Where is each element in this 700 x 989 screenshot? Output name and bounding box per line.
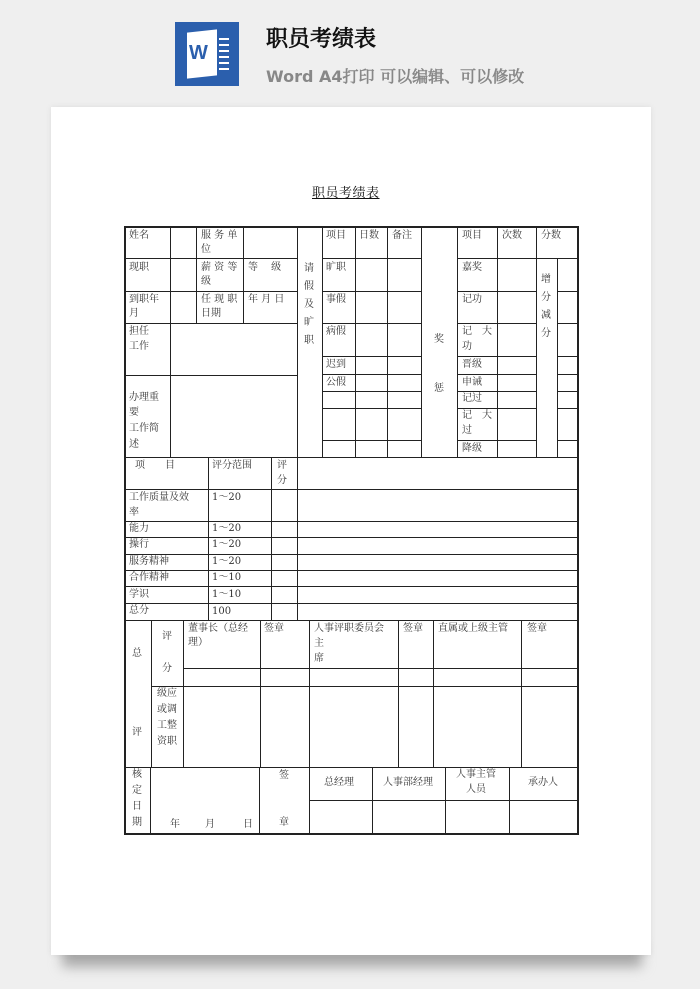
scoring-range-ability: 1～20 (212, 523, 242, 534)
leave-row-sick: 病假 (326, 326, 346, 337)
hr-staff-label-2: 人员 (466, 784, 486, 795)
leave-row-personal: 事假 (326, 294, 346, 305)
approval-year: 年 (170, 819, 180, 830)
approval-month: 月 (205, 819, 215, 830)
scoring-row-teamwork: 合作精神 (129, 572, 169, 583)
grid-line (297, 457, 298, 620)
grid-line (557, 258, 558, 457)
table-border-bottom (124, 833, 579, 835)
scoring-range-teamwork: 1～10 (212, 572, 242, 583)
unit-label: 服 务 单 (201, 230, 238, 241)
reward-row-major-demerit: 记 大 (462, 410, 492, 421)
grid-line (243, 226, 244, 323)
scoring-range-service: 1～20 (212, 556, 242, 567)
grid-line (398, 620, 399, 767)
w-letter-icon: W (189, 42, 208, 64)
reward-row-promotion: 晋级 (462, 359, 482, 370)
approval-date-label: 核定日期 (132, 769, 142, 828)
hr-manager-label: 人事部经理 (383, 777, 433, 788)
unit-label-2: 位 (201, 244, 211, 255)
scoring-col-item: 项 目 (135, 460, 175, 471)
grid-line (124, 375, 297, 376)
review-total-label-2: 评 (132, 727, 142, 738)
grid-line (355, 226, 356, 457)
approval-sign-1: 签 (279, 770, 289, 781)
review-total-label-1: 总 (132, 648, 142, 659)
grid-line (150, 767, 151, 834)
salary-label-2: 级 (201, 276, 211, 287)
word-document-icon (175, 22, 239, 86)
leave-row-late: 迟到 (326, 359, 346, 370)
scoring-col-score-2: 分 (277, 475, 287, 486)
scoring-range-knowledge: 1～10 (212, 589, 242, 600)
text-lines-icon (219, 38, 229, 74)
grid-line (421, 226, 422, 457)
adjust-position-label: 级应或调工整资职 (157, 688, 177, 747)
document-title: 职员考绩表 (312, 186, 380, 201)
grid-line (124, 323, 297, 324)
grid-line (124, 521, 578, 522)
grid-line (259, 767, 260, 834)
grid-line (183, 620, 184, 767)
grid-line (124, 586, 578, 587)
summary-label: 办理重 (129, 392, 159, 403)
grid-line (536, 226, 537, 457)
grid-line (387, 226, 388, 457)
rewards-col-score: 分数 (541, 230, 561, 241)
grid-line (322, 258, 421, 259)
grid-line (557, 323, 578, 324)
leave-col-days: 日数 (359, 230, 379, 241)
review-score-label-2: 分 (162, 663, 172, 674)
join-date-label-2: 月 (129, 308, 139, 319)
table-border-right (577, 226, 579, 835)
name-label: 姓名 (129, 230, 149, 241)
reward-row-reprimand: 申诫 (462, 377, 482, 388)
grid-line (151, 686, 578, 687)
grid-line (124, 258, 297, 259)
duty-label-2: 工作 (129, 341, 149, 352)
join-date-label: 到职年 (129, 294, 159, 305)
grid-line (557, 374, 578, 375)
committee-label-3: 席 (314, 653, 324, 664)
committee-sign-label: 签章 (403, 623, 423, 634)
rewards-col-count: 次数 (502, 230, 522, 241)
leave-row-absent: 旷职 (326, 262, 346, 273)
approval-day: 日 (243, 819, 253, 830)
committee-label-2: 主 (314, 638, 324, 649)
grid-line (433, 620, 434, 767)
scoring-row-conduct: 操行 (129, 539, 149, 550)
header-title: 职员考绩表 (266, 27, 377, 52)
grid-line (196, 226, 197, 323)
grid-line (208, 457, 209, 620)
leave-row-official: 公假 (326, 377, 346, 388)
grid-line (183, 668, 578, 669)
grid-line (271, 457, 272, 620)
summary-label-3: 工作简 (129, 423, 159, 434)
supervisor-sign-label: 签章 (527, 623, 547, 634)
grid-line (124, 554, 578, 555)
grid-line (124, 537, 578, 538)
chairman-label-2: 理） (188, 637, 208, 648)
salary-label: 薪 资 等 (201, 262, 238, 273)
reward-row-major-demerit-2: 过 (462, 425, 472, 436)
leave-section-label: 请假及旷职 (304, 263, 314, 346)
handler-label: 承办人 (528, 777, 558, 788)
current-position-date-label: 任 现 职 (201, 294, 238, 305)
reward-row-merit: 记功 (462, 294, 482, 305)
scoring-row-knowledge: 学识 (129, 589, 149, 600)
grid-line (124, 570, 578, 571)
scoring-row-quality: 工作质量及效 (129, 492, 189, 503)
summary-label-2: 要 (129, 407, 139, 418)
scoring-row-quality-2: 率 (129, 507, 139, 518)
approval-sign-2: 章 (279, 817, 289, 828)
chairman-sign-label: 签章 (264, 623, 284, 634)
scoring-col-score: 评 (277, 460, 287, 471)
scoring-range-conduct: 1～20 (212, 539, 242, 550)
grid-line (309, 620, 310, 767)
grid-line (557, 291, 578, 292)
reward-row-commendation: 嘉奖 (462, 262, 482, 273)
grid-line (309, 800, 578, 801)
committee-label: 人事评职委员会 (314, 623, 384, 634)
scoring-range-quality: 1～20 (212, 492, 242, 503)
leave-col-item: 项目 (326, 230, 346, 241)
grade-label: 等 级 (248, 262, 282, 273)
grid-line (170, 226, 171, 457)
score-add-subtract-label: 增分减分 (541, 274, 551, 339)
rewards-label-2: 惩 (434, 383, 444, 394)
grid-line (124, 457, 578, 458)
date-ymd-label: 年 月 日 (248, 294, 285, 305)
table-border-left (124, 226, 126, 835)
reward-row-demerit: 记过 (462, 393, 482, 404)
leave-col-note: 备注 (392, 230, 412, 241)
general-manager-label: 总经理 (324, 777, 354, 788)
grid-line (124, 489, 578, 490)
grid-line (521, 620, 522, 767)
grid-line (151, 620, 152, 767)
review-score-label-1: 评 (162, 631, 172, 642)
scoring-row-total: 总分 (129, 605, 149, 616)
grid-line (124, 603, 578, 604)
grid-line (557, 408, 578, 409)
header-subtitle: Word A4打印 可以编辑、可以修改 (266, 67, 525, 86)
grid-line (497, 226, 498, 457)
reward-row-major-merit-2: 功 (462, 341, 472, 352)
current-position-date-label-2: 日期 (201, 308, 221, 319)
scoring-range-total: 100 (212, 606, 232, 617)
grid-line (260, 620, 261, 767)
supervisor-label: 直属或上级主管 (438, 623, 508, 634)
scoring-row-service: 服务精神 (129, 556, 169, 567)
summary-label-4: 述 (129, 439, 139, 450)
chairman-label: 董事长（总经 (188, 623, 248, 634)
scoring-row-ability: 能力 (129, 523, 149, 534)
reward-row-demotion: 降级 (462, 443, 482, 454)
grid-line (457, 258, 578, 259)
grid-line (557, 440, 578, 441)
grid-line (297, 226, 298, 457)
grid-line (557, 356, 578, 357)
grid-line (457, 226, 458, 457)
grid-line (322, 440, 421, 441)
rewards-col-item: 项目 (462, 230, 482, 241)
rewards-label-1: 奖 (434, 334, 444, 345)
reward-row-major-merit: 记 大 (462, 326, 492, 337)
grid-line (322, 408, 421, 409)
grid-line (557, 391, 578, 392)
scoring-col-range: 评分范围 (212, 460, 252, 471)
hr-staff-label: 人事主管 (456, 769, 496, 780)
position-label: 现职 (129, 262, 149, 273)
grid-line (322, 391, 421, 392)
grid-line (322, 226, 323, 457)
duty-label: 担任 (129, 326, 149, 337)
